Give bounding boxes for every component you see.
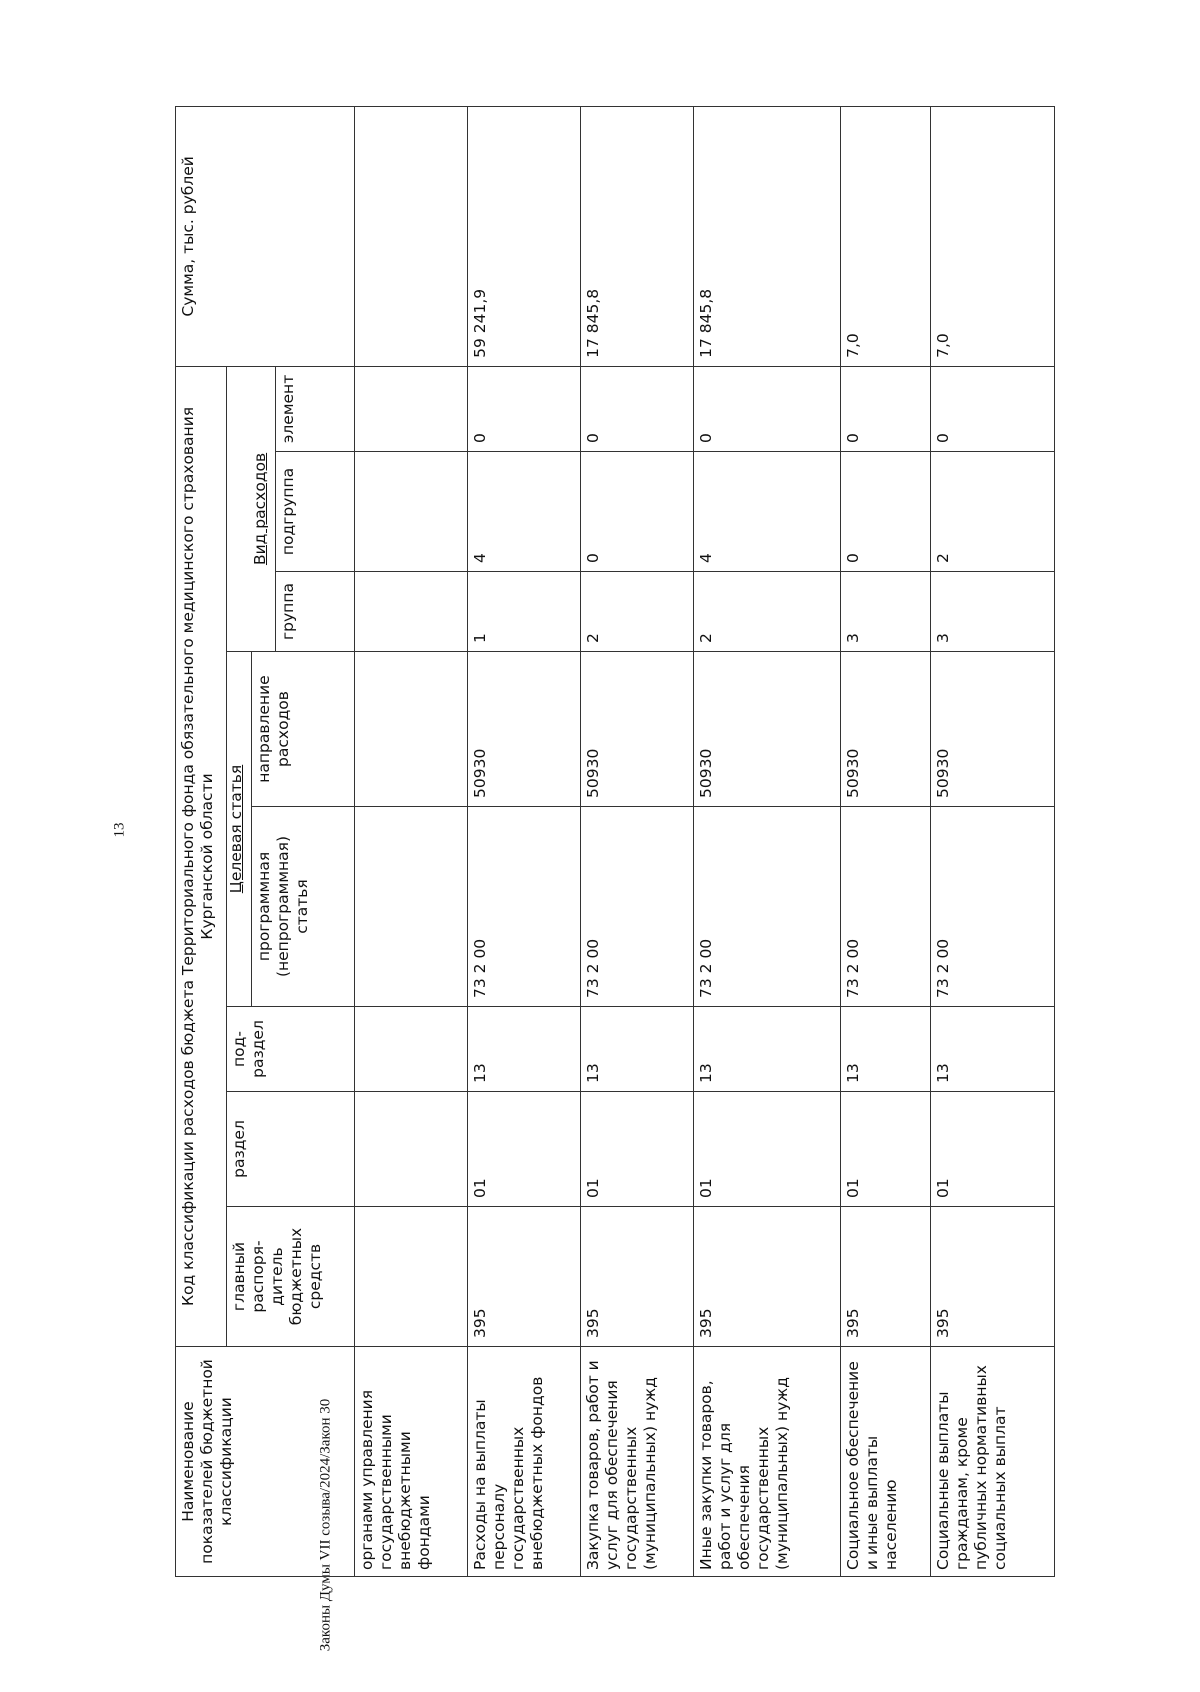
- row-gruppa: 1: [468, 572, 581, 652]
- row-sum: 7,0: [930, 106, 1054, 366]
- row-gruppa: 3: [930, 572, 1054, 652]
- row-razdel: 01: [930, 1092, 1054, 1207]
- row-glavny: 395: [930, 1207, 1054, 1347]
- header-gruppa: группа: [276, 572, 355, 652]
- table-row: [930, 106, 1054, 1576]
- row-podgruppa: 0: [840, 452, 930, 572]
- row-podrazdel: 13: [930, 1007, 1054, 1092]
- row-glavny: 395: [468, 1207, 581, 1347]
- row-name: Социальное обеспечение и иные выплаты населению: [840, 1347, 930, 1577]
- row-razdel: 01: [693, 1092, 840, 1207]
- header-row-1: [176, 106, 227, 1576]
- row-podgruppa: 4: [468, 452, 581, 572]
- header-programmnaya: программная (непрограммная) статья: [251, 807, 355, 1007]
- header-celevaya: Целевая статья: [226, 764, 245, 894]
- row-razdel: 01: [840, 1092, 930, 1207]
- row-napravlenie: 50930: [840, 652, 930, 807]
- row-programmnaya: 73 2 00: [581, 807, 694, 1007]
- row-glavny: 395: [840, 1207, 930, 1347]
- row-element: 0: [840, 366, 930, 451]
- row-razdel: 01: [468, 1092, 581, 1207]
- header-podrazdel: под-раздел: [226, 1007, 355, 1092]
- row-element: 0: [468, 366, 581, 451]
- row-podgruppa: 4: [693, 452, 840, 572]
- row-podrazdel: 13: [581, 1007, 694, 1092]
- row-podrazdel: 13: [468, 1007, 581, 1092]
- row-programmnaya: 73 2 00: [840, 807, 930, 1007]
- row-podgruppa: 2: [930, 452, 1054, 572]
- row-razdel: 01: [581, 1092, 694, 1207]
- header-name: Наименование показателей бюджетной классификации: [176, 1347, 355, 1577]
- header-podgruppa: подгруппа: [276, 452, 355, 572]
- header-element: элемент: [276, 366, 355, 451]
- header-code-group: Код классификации расходов бюджета Территориального фонда обязательного медицинского страхования Курганской области: [176, 366, 227, 1346]
- row-sum: 7,0: [840, 106, 930, 366]
- footer-law-reference: Законы Думы VII созыва/2024/Закон 30: [317, 1398, 334, 1652]
- row-podrazdel: 13: [693, 1007, 840, 1092]
- page-number: 13: [111, 822, 128, 838]
- header-napravlenie: направление расходов: [251, 652, 355, 807]
- row-name: Социальные выплаты гражданам, кроме публичных нормативных социальных выплат: [930, 1347, 1054, 1577]
- row-napravlenie: 50930: [468, 652, 581, 807]
- row-programmnaya: 73 2 00: [468, 807, 581, 1007]
- row-glavny: 395: [581, 1207, 694, 1347]
- header-vid: Вид расходов: [251, 452, 270, 566]
- table-row: [693, 106, 840, 1576]
- row-podgruppa: 0: [581, 452, 694, 572]
- row-napravlenie: 50930: [930, 652, 1054, 807]
- row-element: 0: [581, 366, 694, 451]
- row-element: 0: [693, 366, 840, 451]
- row-napravlenie: 50930: [581, 652, 694, 807]
- budget-table-container: [175, 107, 1055, 1577]
- header-sum: Сумма, тыс. рублей: [176, 106, 355, 366]
- header-glavny: главный распоря-дитель бюджетных средств: [226, 1207, 355, 1347]
- table-row: [840, 106, 930, 1576]
- row-gruppa: 2: [693, 572, 840, 652]
- row-podrazdel: 13: [840, 1007, 930, 1092]
- row-gruppa: 3: [840, 572, 930, 652]
- row-name: Расходы на выплаты персоналу государственных внебюджетных фондов: [468, 1347, 581, 1577]
- row-sum: 17 845,8: [693, 106, 840, 366]
- row-name: органами управления государственными внебюджетными фондами: [355, 1347, 468, 1577]
- row-glavny: 395: [693, 1207, 840, 1347]
- table-row: [355, 106, 468, 1576]
- table-row: [581, 106, 694, 1576]
- row-sum: 59 241,9: [468, 106, 581, 366]
- row-sum: 17 845,8: [581, 106, 694, 366]
- header-razdel: раздел: [226, 1092, 355, 1207]
- row-programmnaya: 73 2 00: [930, 807, 1054, 1007]
- budget-classification-table: [175, 106, 1055, 1577]
- row-element: 0: [930, 366, 1054, 451]
- row-name: Закупка товаров, работ и услуг для обеспечения государственных (муниципальных) нужд: [581, 1347, 694, 1577]
- row-gruppa: 2: [581, 572, 694, 652]
- row-name: Иные закупки товаров, работ и услуг для обеспечения государственных (муниципальных) нужд: [693, 1347, 840, 1577]
- table-row: [468, 106, 581, 1576]
- row-napravlenie: 50930: [693, 652, 840, 807]
- row-programmnaya: 73 2 00: [693, 807, 840, 1007]
